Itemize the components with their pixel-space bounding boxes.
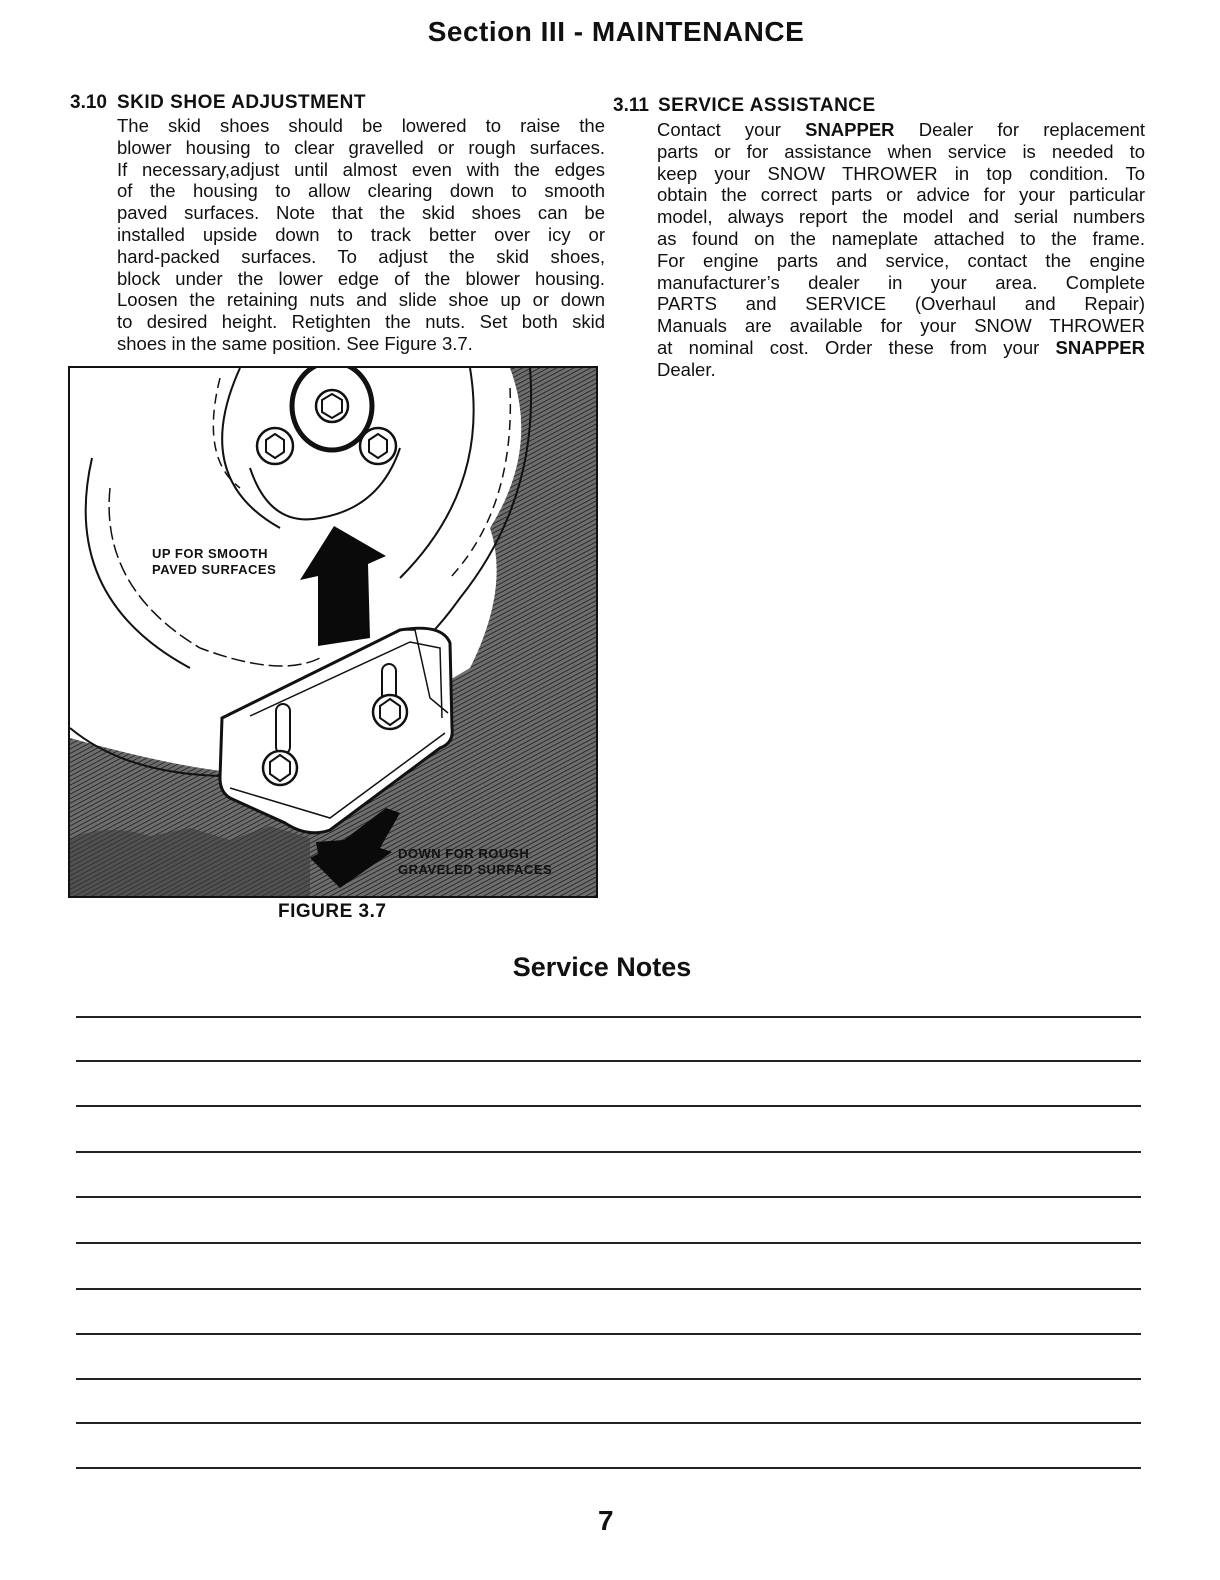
brand-name: SNAPPER (1055, 336, 1145, 358)
paragraph-line: of the housing to allow clearing down to smooth (117, 180, 605, 202)
label-down-line-1: DOWN FOR ROUGH (398, 846, 530, 861)
service-paragraph (657, 119, 1145, 381)
note-line (76, 1333, 1141, 1335)
paragraph-line (657, 119, 1145, 141)
note-line (76, 1378, 1141, 1380)
note-line (76, 1060, 1141, 1062)
text-run: Contact your (657, 119, 806, 140)
note-line (76, 1422, 1141, 1424)
note-line (76, 1151, 1141, 1153)
paragraph-line: shoes in the same position. See Figure 3.7. (117, 332, 473, 354)
paragraph-line: as found on the nameplate attached to the frame. (657, 227, 1145, 249)
paragraph-line: hard-packed surfaces. To adjust the skid shoes, (117, 245, 605, 267)
paragraph-line: keep your SNOW THROWER in top condition. To (657, 162, 1145, 184)
skid-shoe-paragraph (117, 115, 605, 355)
text-run: at nominal cost. Order these from your (657, 336, 1056, 358)
brand-name: SNAPPER (805, 119, 895, 140)
label-up-line-1: UP FOR SMOOTH (152, 546, 269, 561)
paragraph-line: If necessary,adjust until almost even with the edges (117, 158, 605, 180)
paragraph-line (657, 337, 1145, 359)
note-line (76, 1242, 1141, 1244)
note-line (76, 1196, 1141, 1198)
paragraph-line: Dealer. (657, 358, 716, 380)
paragraph-line: block under the lower edge of the blower housing. (117, 267, 605, 289)
section-heading-service: SERVICE ASSISTANCE (658, 95, 876, 116)
paragraph-line: to desired height. Retighten the nuts. Set both skid (117, 311, 605, 333)
paragraph-line: blower housing to clear gravelled or rough surfaces. (117, 136, 605, 158)
paragraph-line: manufacturer’s dealer in your area. Complete (657, 271, 1145, 293)
section-number-3-10: 3.10 (70, 92, 107, 113)
page-number: 7 (598, 1505, 614, 1536)
paragraph-line: model, always report the model and serial numbers (657, 206, 1145, 228)
figure-caption: FIGURE 3.7 (278, 901, 387, 922)
page-title: Section III - MAINTENANCE (427, 16, 805, 47)
text-run: Dealer for replacement (894, 119, 1145, 140)
paragraph-line: For engine parts and service, contact the engine (657, 249, 1145, 271)
paragraph-line: obtain the correct parts or advice for your particular (657, 184, 1145, 206)
skid-shoe-illustration (70, 368, 596, 896)
note-line (76, 1105, 1141, 1107)
note-line (76, 1288, 1141, 1290)
paragraph-line: parts or for assistance when service is needed to (657, 140, 1145, 162)
paragraph-line: The skid shoes should be lowered to raise the (117, 115, 605, 136)
paragraph-line: paved surfaces. Note that the skid shoes can be (117, 202, 605, 224)
figure-3-7 (68, 366, 598, 898)
label-down-line-2: GRAVELED SURFACES (398, 862, 553, 877)
paragraph-line: Manuals are available for your SNOW THROWER (657, 315, 1145, 337)
label-up-line-2: PAVED SURFACES (152, 562, 277, 577)
note-line (76, 1016, 1141, 1018)
section-heading-skid-shoe: SKID SHOE ADJUSTMENT (117, 92, 366, 113)
paragraph-line: Loosen the retaining nuts and slide shoe up or down (117, 289, 605, 311)
note-line (76, 1467, 1141, 1469)
section-number-3-11: 3.11 (613, 95, 649, 116)
paragraph-line: PARTS and SERVICE (Overhaul and Repair) (657, 293, 1145, 315)
service-notes-title: Service Notes (512, 952, 692, 982)
paragraph-line: installed upside down to track better over icy or (117, 223, 605, 245)
